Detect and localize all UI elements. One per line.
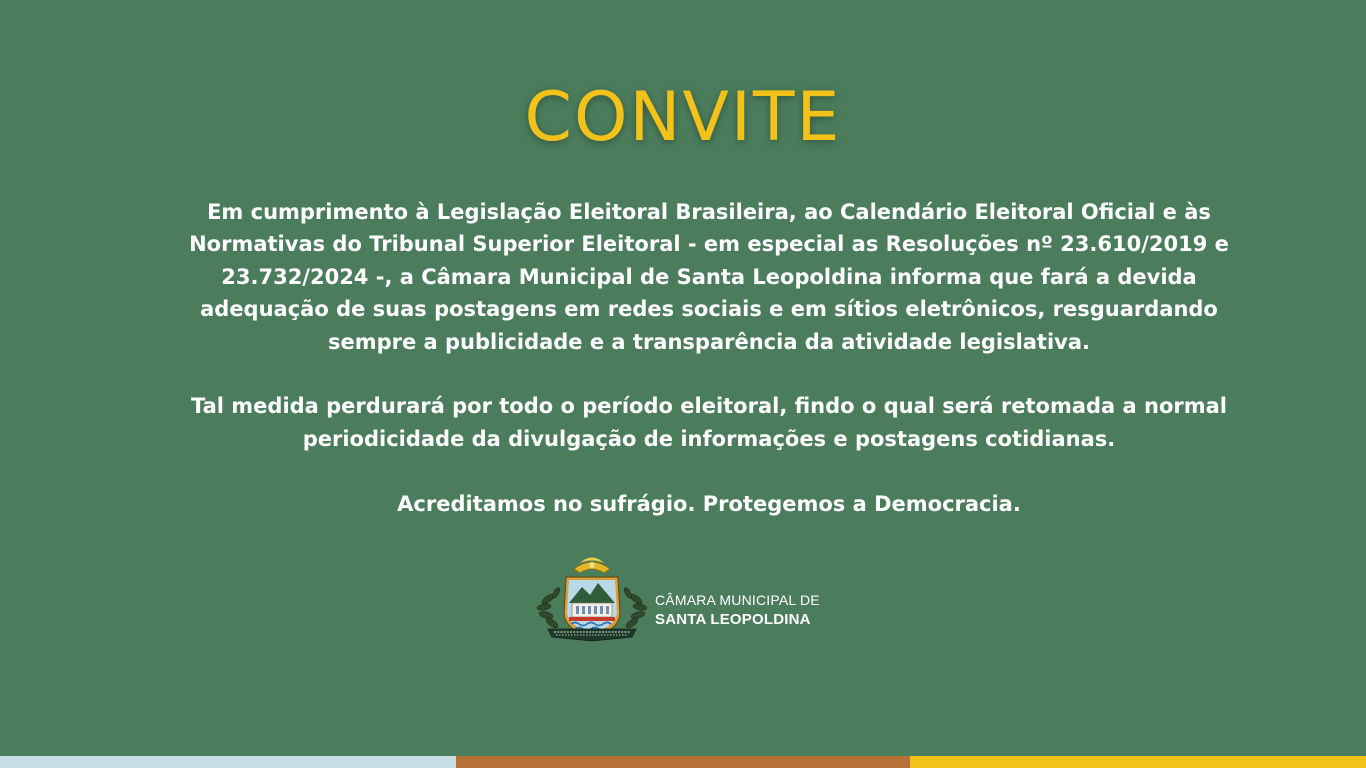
footer-stripe-yellow xyxy=(910,756,1366,768)
chamber-name-line1: CÂMARA MUNICIPAL DE xyxy=(655,592,820,608)
chamber-logo xyxy=(534,553,844,649)
chamber-name-line2: SANTA LEOPOLDINA xyxy=(655,611,811,628)
footer-stripe-brown xyxy=(456,756,910,768)
announcement-paragraph-2: Tal medida perdurará por todo o período eleitoral, findo o qual será retomada a normal periodicidade da divulgação de informações e postagens cotidianas. xyxy=(190,394,1227,451)
page-title: CONVITE xyxy=(524,78,842,157)
chamber-name xyxy=(655,591,820,629)
announcement-paragraph-1: Em cumprimento à Legislação Eleitoral Brasileira, ao Calendário Eleitoral Oficial e às Normativas do Tribunal Superior Eleitoral - em especial as Resoluções nº 23.610/2019 e 23.732/2024 -, a Câmara Municipal de Santa Leopoldina informa que fará a devida adequação de suas postagens em redes sociais e em sítios eletrônicos, resguardando sempre a publicidade e a transparência da atividade legislativa. xyxy=(189,200,1229,354)
footer-stripe-light-blue xyxy=(0,756,456,768)
announcement-paragraph-3: Acreditamos no sufrágio. Protegemos a Democracia. xyxy=(397,491,1021,516)
announcement-text xyxy=(173,196,1245,520)
coat-of-arms-icon xyxy=(534,553,650,649)
